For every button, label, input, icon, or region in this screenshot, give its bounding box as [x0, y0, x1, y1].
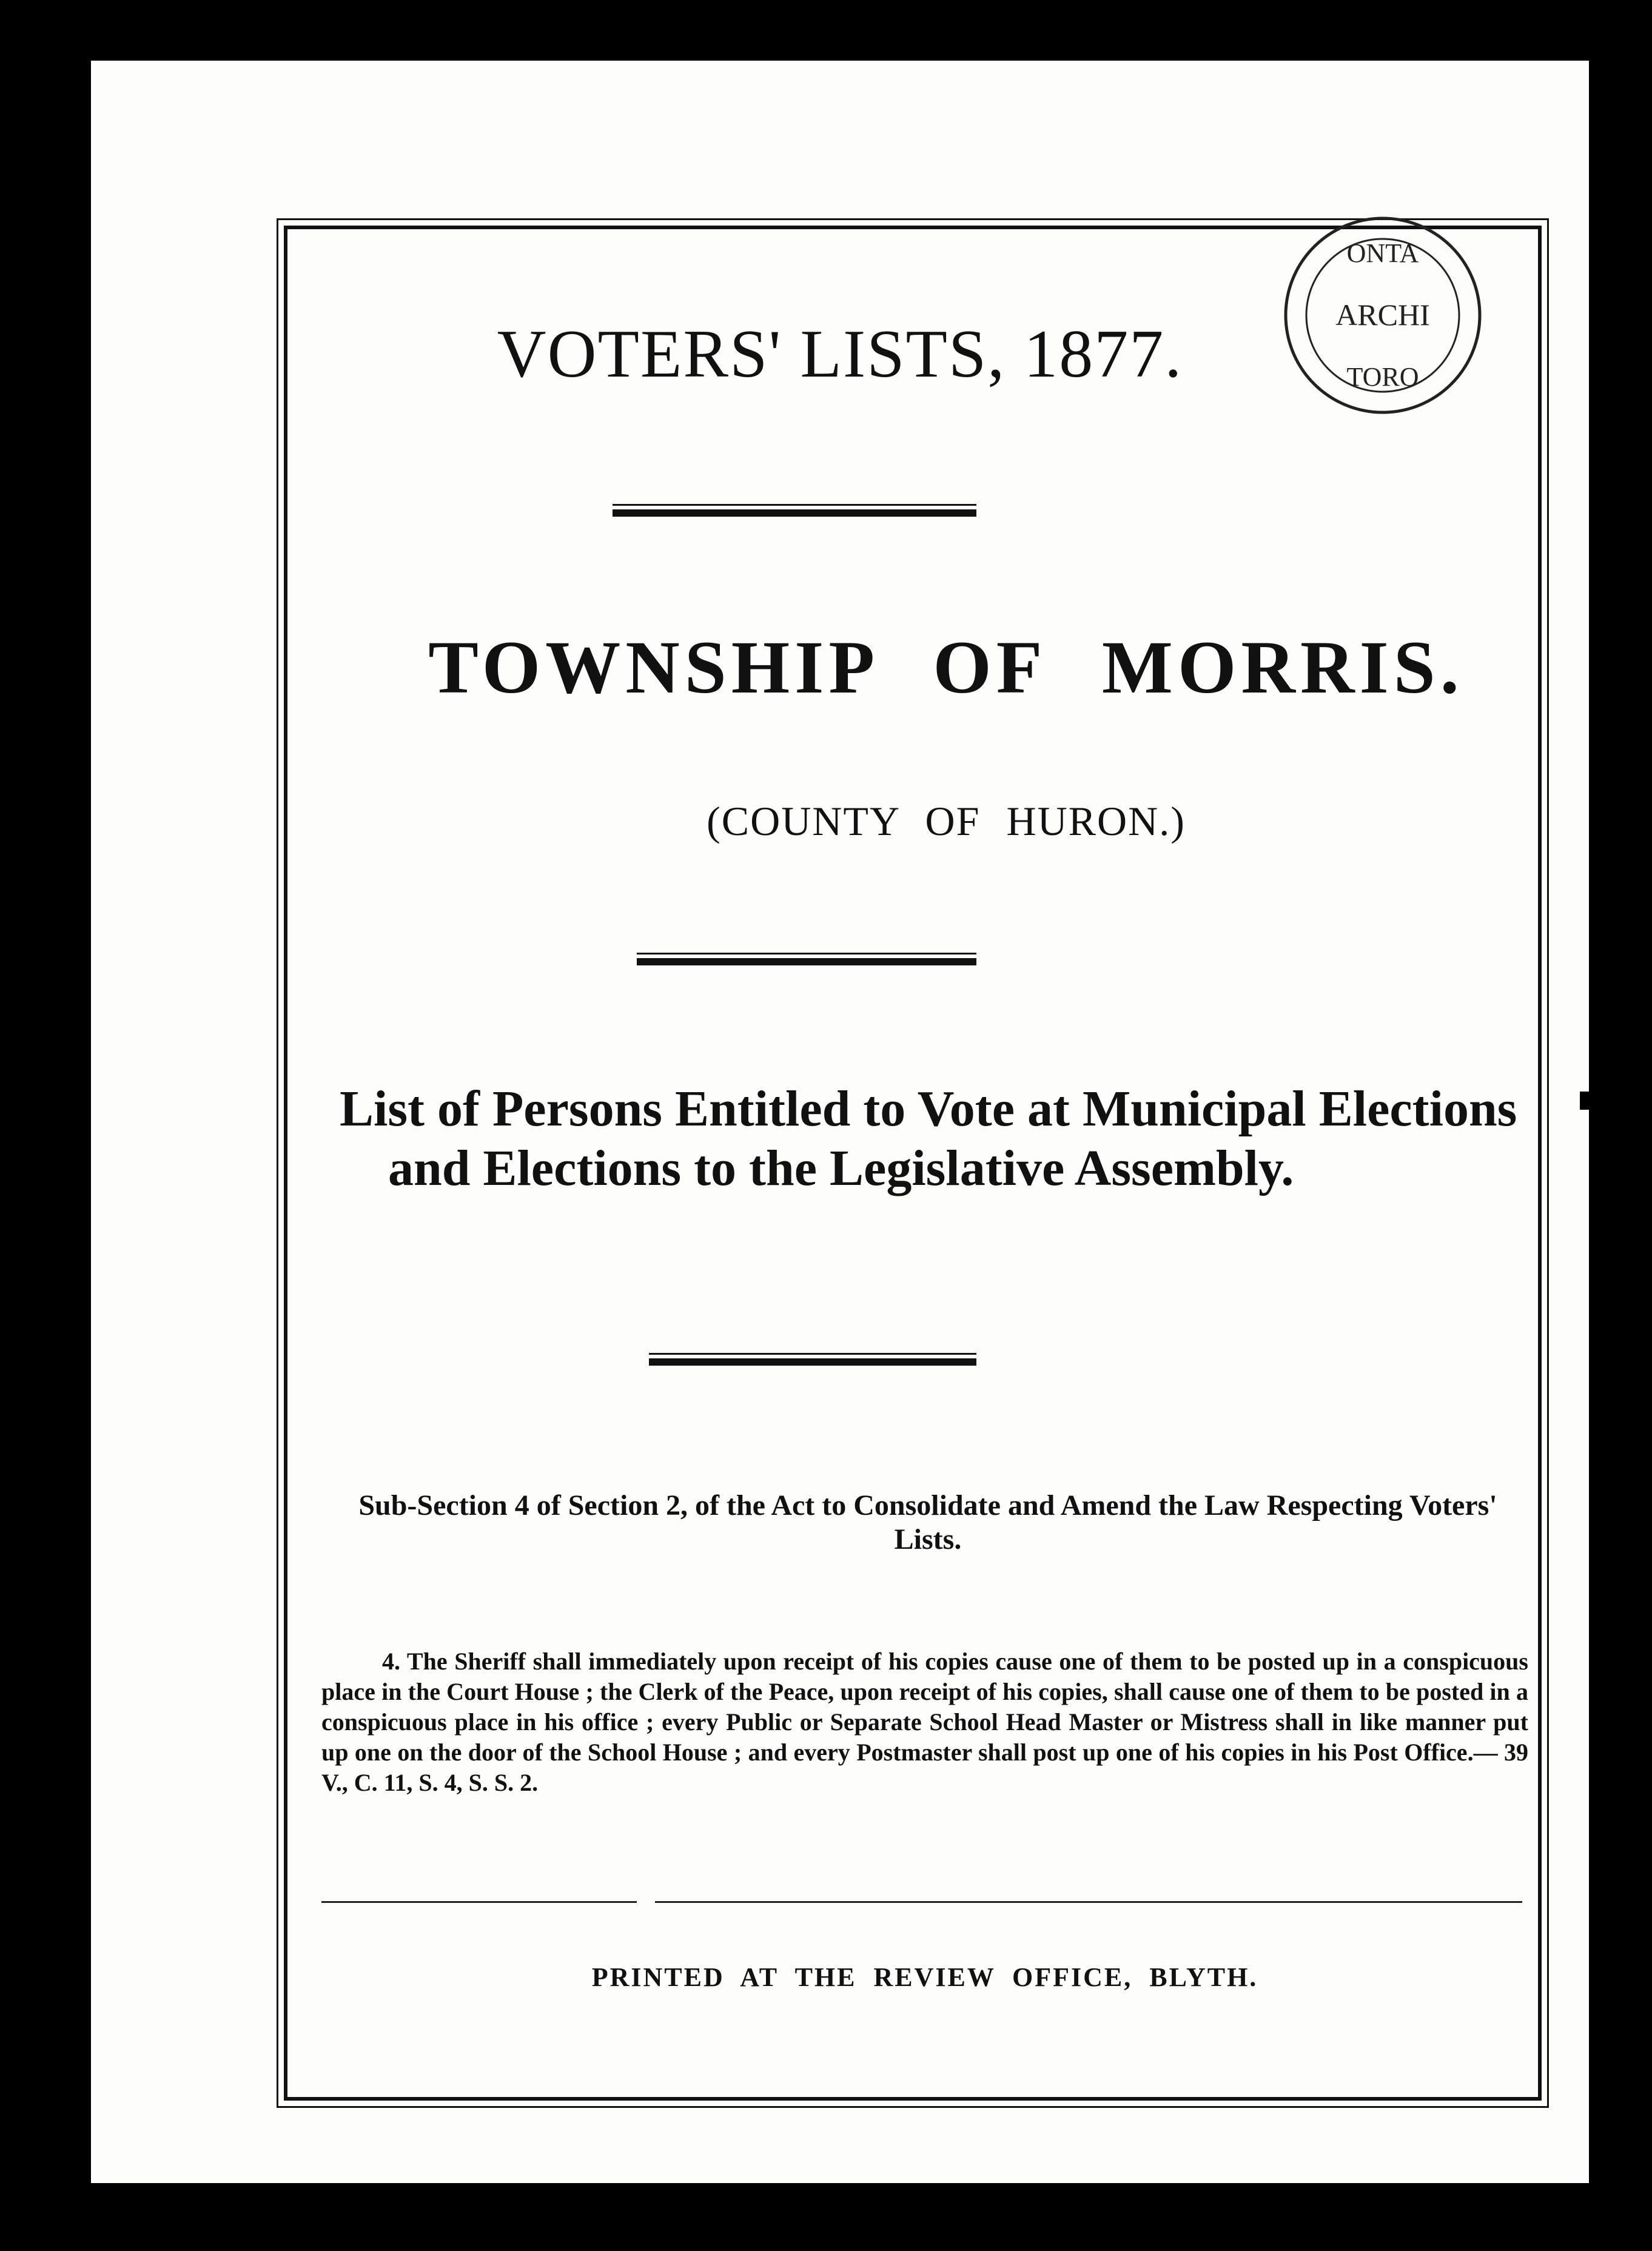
footer-rule-right — [655, 1901, 1522, 1903]
county-divider — [637, 958, 976, 965]
stamp-top-text: ONTA — [1346, 238, 1419, 268]
township-heading: TOWNSHIP OF MORRIS. — [428, 626, 1464, 709]
document-page — [91, 61, 1589, 2183]
county-heading: (COUNTY OF HURON.) — [707, 798, 1186, 844]
title-divider — [613, 509, 976, 517]
footer-rule-left — [321, 1901, 637, 1903]
list-heading: List of Persons Entitled to Vote at Municipal Elections and Elections to the Legislative Assembly. — [340, 1081, 1517, 1196]
heading-divider — [649, 1358, 976, 1366]
subsection-text: 4. The Sheriff shall immediately upon receipt of his copies cause one of them to be posted up in a conspicuous place in the Court House ; the Clerk of the Peace, upon receipt of his copies, shall cause one of them to be posted in a conspicuous place in his office ; every Public or Separate School Head Master or Mistress shall in like manner put up one on the door of the School House ; and every Postmaster shall post up one of his copies in his Post Office.— 39 V., C. 11, S. 4, S. S. 2. — [321, 1648, 1528, 1796]
stamp-bottom-text: TORO — [1346, 362, 1419, 392]
page-edge-mark — [1580, 1092, 1589, 1110]
stamp-middle-text: ARCHI — [1335, 298, 1430, 332]
printer-imprint: PRINTED AT THE REVIEW OFFICE, BLYTH. — [591, 1962, 1258, 1992]
subsection-heading: Sub-Section 4 of Section 2, of the Act to Consolidate and Amend the Law Respecting Voters' Lists. — [358, 1489, 1497, 1555]
archive-stamp — [1274, 206, 1492, 424]
document-title: VOTERS' LISTS, 1877. — [497, 317, 1183, 392]
